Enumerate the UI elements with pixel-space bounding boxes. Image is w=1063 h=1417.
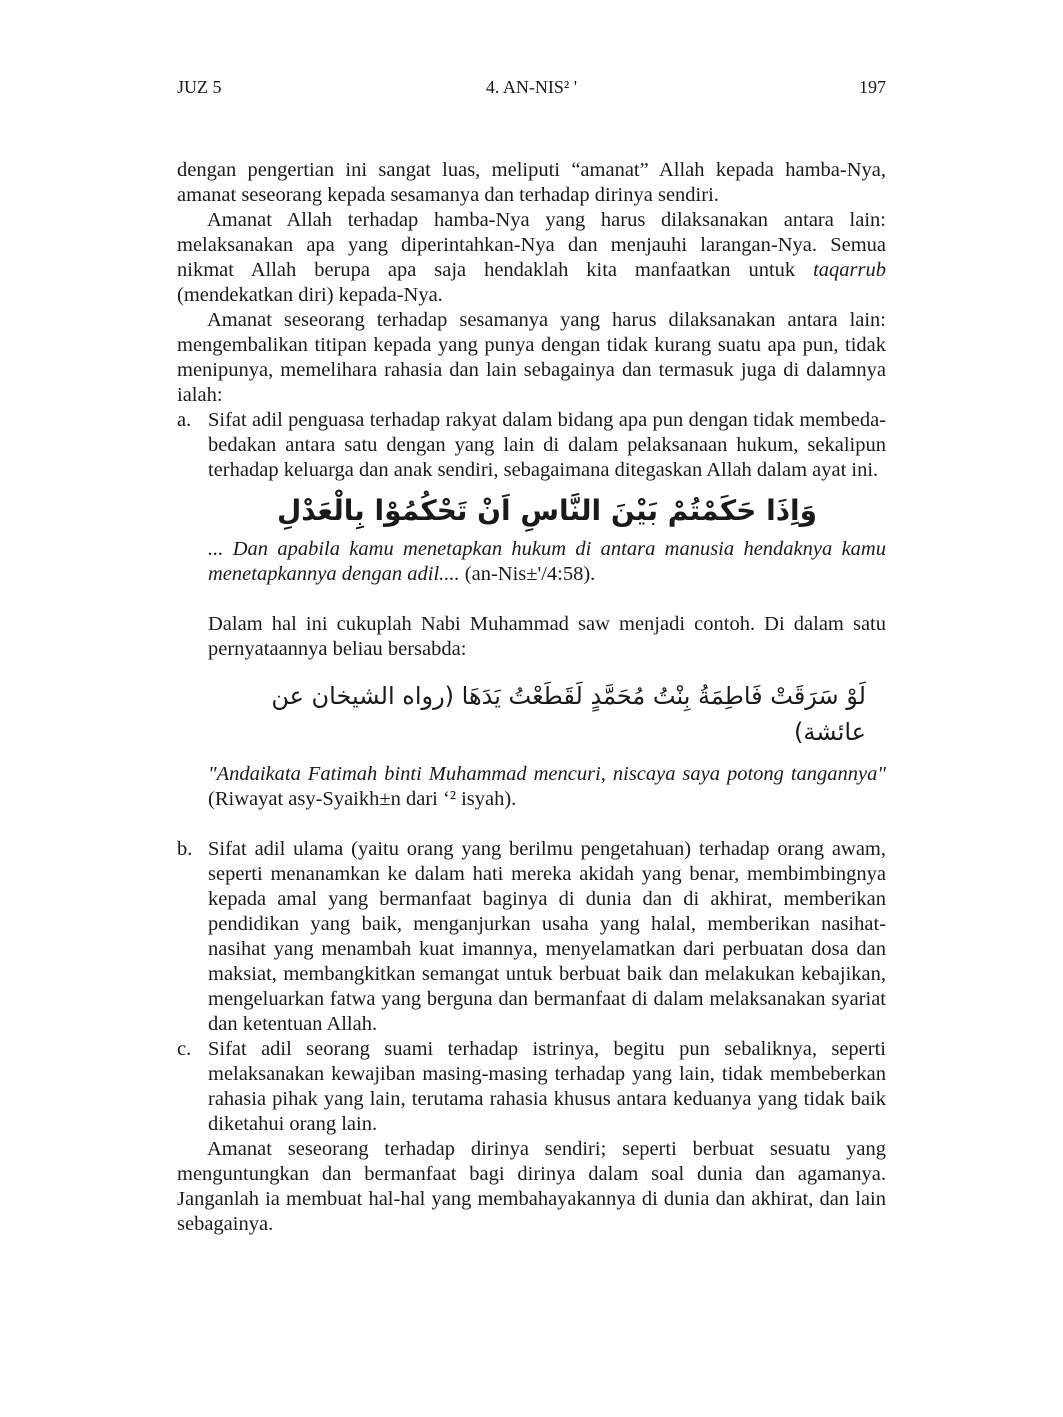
quran-verse-arabic: وَاِذَا حَكَمْتُمْ بَيْنَ النَّاسِ اَنْ تَحْكُمُوْا بِالْعَدْلِ — [276, 494, 818, 527]
juz-label: JUZ 5 — [177, 77, 222, 97]
list-item-a-text: Sifat adil penguasa terhadap rakyat dalam bidang apa pun dengan tidak membeda-bedakan antara satu dengan yang lain di dalam pelaksanaan hukum, sekalipun terhadap keluarga dan anak sendiri, sebagaimana ditegaskan Allah dalam ayat ini. — [208, 409, 886, 481]
list-item-a — [177, 408, 886, 812]
list-item-c-text: Sifat adil seorang suami terhadap istrinya, begitu pun sebaliknya, seperti melaksanakan kewajiban masing-masing terhadap yang lain, tidak membeberkan rahasia pihak yang lain, terutama rahasia khusus antara keduanya yang tidak baik diketahui orang lain. — [208, 1038, 886, 1135]
hadith-translation — [208, 762, 886, 812]
hadith-arabic: لَوْ سَرَقَتْ فَاطِمَةُ بِنْتُ مُحَمَّدٍ لَقَطَعْتُ يَدَهَا (رواه الشيخان عن عائشة) — [271, 682, 866, 746]
paragraph-3: Amanat seseorang terhadap sesamanya yang harus dilaksanakan antara lain: mengembalikan titipan kepada yang punya dengan tidak kurang suatu apa pun, tidak menipunya, memelihara rahasia dan lain sebagainya dan termasuk juga di dalamnya ialah: — [177, 309, 886, 406]
paragraph-2 — [177, 208, 886, 308]
page-header — [177, 76, 886, 100]
list-marker-b: b. — [177, 838, 193, 860]
paragraph-1: dengan pengertian ini sangat luas, meliputi “amanat” Allah kepada hamba-Nya, amanat seseorang kepada sesamanya dan terhadap dirinya sendiri. — [177, 159, 886, 206]
list-item-b — [177, 837, 886, 1037]
paragraph-4: Amanat seseorang terhadap dirinya sendiri; seperti berbuat sesuatu yang menguntungkan dan bermanfaat bagi dirinya dalam soal dunia dan agamanya. Janganlah ia membuat hal-hal yang membahayakannya di dunia dan akhirat, dan lain sebagainya. — [177, 1138, 886, 1235]
list-marker-c: c. — [177, 1038, 192, 1060]
paragraph-2-text-a: Amanat Allah terhadap hamba-Nya yang harus dilaksanakan antara lain: melaksanakan apa yang diperintahkan-Nya dan menjauhi larangan-Nya. Semua nikmat Allah berupa apa saja hendaklah kita manfaatkan untuk — [177, 209, 886, 281]
verse-reference: (an-Nis±'/4:58). — [459, 563, 596, 585]
list-marker-a: a. — [177, 409, 192, 431]
term-taqarrub: taqarrub — [813, 259, 886, 281]
list-item-b-text: Sifat adil ulama (yaitu orang yang berilmu pengetahuan) terhadap orang awam, seperti menanamkan ke dalam hati mereka akidah yang benar, membimbingnya kepada amal yang bermanfaat baginya di dunia dan di akhirat, memberikan pendidikan yang baik, menganjurkan usaha yang halal, memberikan nasihat-nasihat yang menambah kuat imannya, menyelamatkan dari perbuatan dosa dan maksiat, membangkitkan semangat untuk berbuat baik dan melakukan kebajikan, mengeluarkan fatwa yang berguna dan bermanfaat di dalam melaksanakan syariat dan ketentuan Allah. — [208, 838, 886, 1035]
paragraph-2-text-b: (mendekatkan diri) kepada-Nya. — [177, 284, 443, 306]
page-number: 197 — [859, 77, 886, 97]
hadith-reference: (Riwayat asy-Syaikh±n dari ‘² isyah). — [208, 788, 517, 810]
verse-translation — [208, 537, 886, 587]
page-body — [177, 158, 886, 1237]
hadith-translation-text: "Andaikata Fatimah binti Muhammad mencuri, niscaya saya potong tangannya" — [208, 763, 886, 785]
verse-translation-text: ... Dan apabila kamu menetapkan hukum di antara manusia hendaknya kamu menetapkannya dengan adil.... — [208, 538, 886, 585]
list-item-c — [177, 1037, 886, 1137]
example-paragraph: Dalam hal ini cukuplah Nabi Muhammad saw menjadi contoh. Di dalam satu pernyataannya beliau bersabda: — [208, 613, 886, 660]
surah-title: 4. AN-NIS² ' — [485, 77, 578, 97]
